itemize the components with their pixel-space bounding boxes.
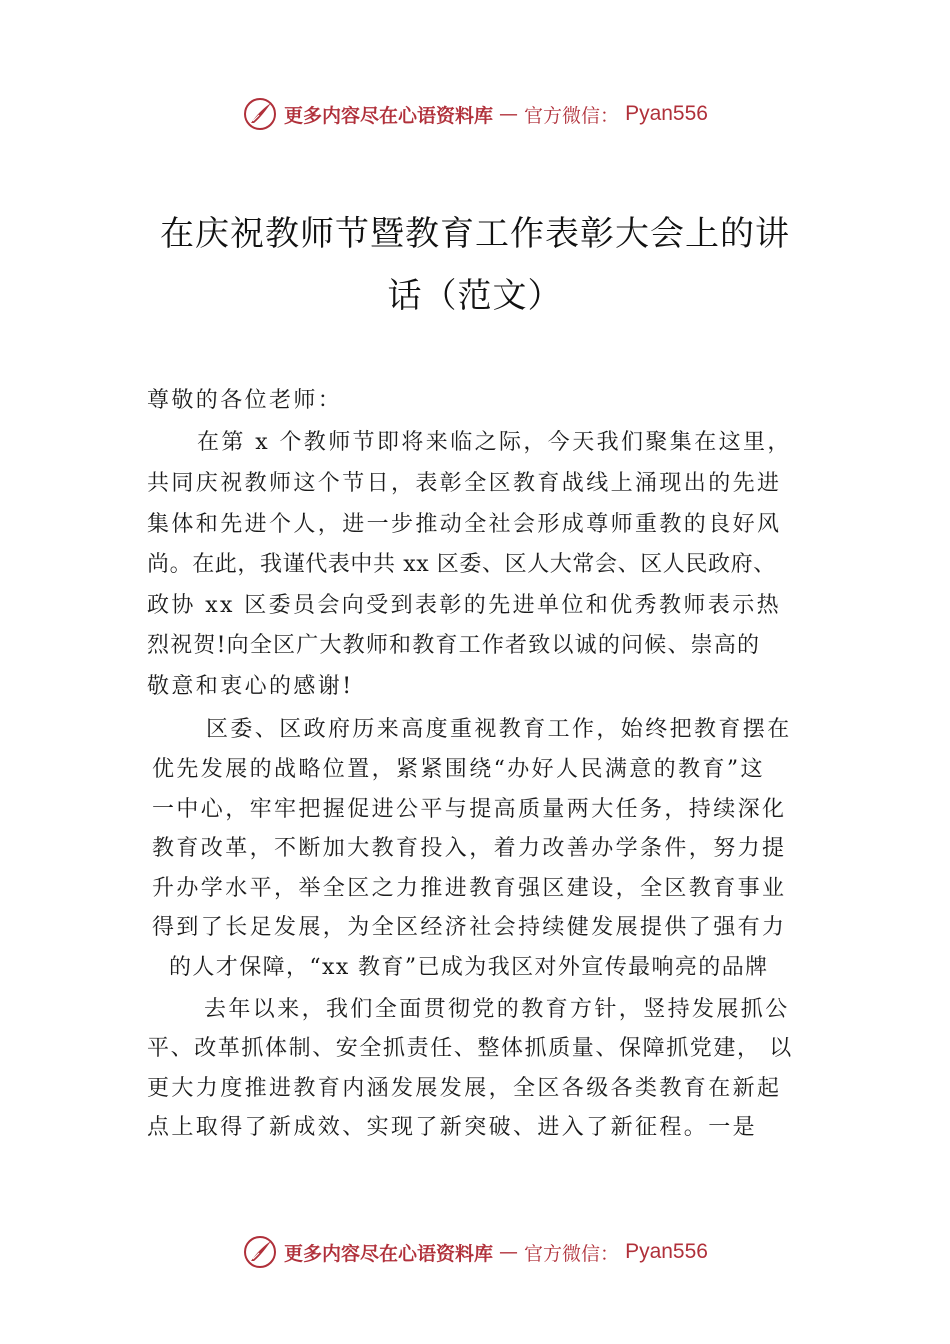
banner-wechat-label: 官方微信： — [524, 1242, 620, 1265]
banner-brand-text: 更多内容尽在心语资料库 — [284, 1242, 494, 1265]
greeting: 尊敬的各位老师： — [147, 388, 343, 413]
paragraph-1-line: 敬意和衷心的感谢! — [147, 674, 354, 699]
feather-pen-logo-icon — [242, 96, 278, 132]
paragraph-1-line: 尚。在此，我谨代表中共 xx 区委、区人大常会、区人民政府、 — [147, 552, 776, 577]
paragraph-1-line: 烈祝贺!向全区广大教师和教育工作者致以诚的问候、崇高的 — [147, 633, 761, 658]
paragraph-3-line: 去年以来，我们全面贯彻党的教育方针，竖持发展抓公 — [204, 997, 790, 1022]
paragraph-2-line: 一中心，牢牢把握促进公平与提高质量两大任务，持续深化 — [152, 797, 787, 822]
banner-brand-text: 更多内容尽在心语资料库 — [284, 104, 494, 127]
paragraph-2-line: 教育改革，不断加大教育投入，着力改善办学条件，努力提 — [152, 836, 787, 861]
header-banner — [0, 94, 950, 134]
paragraph-1-line: 共同庆祝教师这个节日，表彰全区教育战线上涌现出的先进 — [147, 471, 782, 496]
banner-separator: — — [499, 1241, 519, 1263]
document-title-line-1: 在庆祝教师节暨教育工作表彰大会上的讲 — [160, 214, 790, 254]
paragraph-1-line: 在第 x 个教师节即将来临之际，今天我们聚集在这里， — [197, 430, 792, 455]
banner-separator: — — [499, 103, 519, 125]
paragraph-3-line: 点上取得了新成效、实现了新突破、进入了新征程。一是 — [147, 1115, 758, 1140]
paragraph-3-line: 平、改革抓体制、安全抓责任、整体抓质量、保障抓党建， 以 — [147, 1036, 793, 1061]
paragraph-1-line: 集体和先进个人，进一步推动全社会形成尊师重教的良好风 — [147, 512, 782, 537]
paragraph-1-line: 政协 xx 区委员会向受到表彰的先进单位和优秀教师表示热 — [147, 593, 782, 618]
paragraph-2-line: 得到了长足发展，为全区经济社会持续健发展提供了强有力 — [152, 915, 787, 940]
paragraph-2-line: 优先发展的战略位置，紧紧围绕“办好人民满意的教育”这 — [152, 757, 765, 782]
document-title-line-2: 话（范文） — [387, 276, 563, 316]
banner-wechat-handle: Pyan556 — [625, 102, 708, 125]
banner-wechat-handle: Pyan556 — [625, 1240, 708, 1263]
banner-wechat-label: 官方微信： — [524, 104, 620, 127]
paragraph-2-line: 升办学水平，举全区之力推进教育强区建设，全区教育事业 — [152, 876, 787, 901]
feather-pen-logo-icon — [242, 1234, 278, 1270]
paragraph-2-line: 区委、区政府历来高度重视教育工作，始终把教育摆在 — [206, 717, 792, 742]
paragraph-3-line: 更大力度推进教育内涵发展发展，全区各级各类教育在新起 — [147, 1076, 782, 1101]
footer-banner — [0, 1232, 950, 1272]
paragraph-2-line: 的人才保障，“xx 教育”已成为我区对外宣传最响亮的品牌 — [169, 955, 769, 980]
